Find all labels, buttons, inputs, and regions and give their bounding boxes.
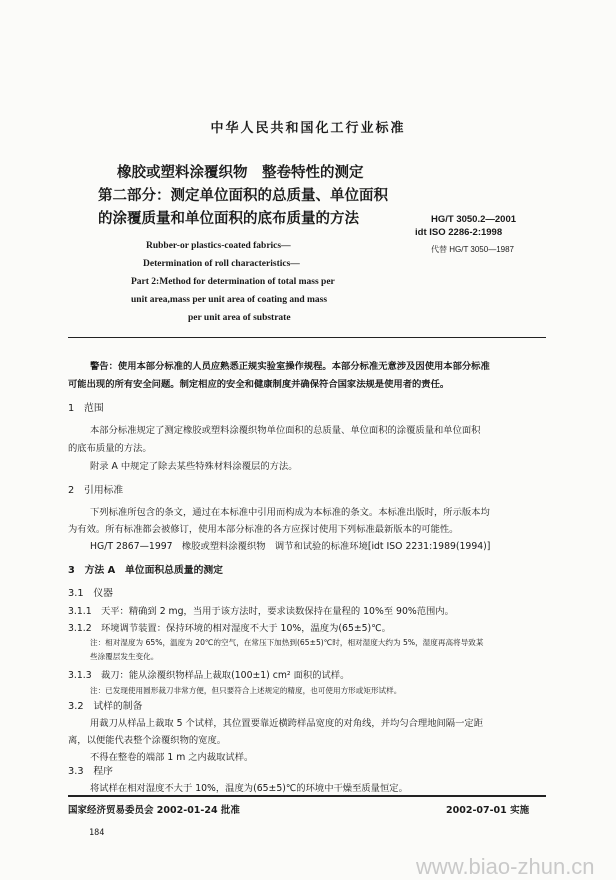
- standard-header: 中华人民共和国化工行业标准: [210, 121, 406, 136]
- section-3-1-2-note-line-2: 些涂覆层发生变化。: [90, 652, 159, 661]
- title-cn-line-1: 橡胶或塑料涂覆织物 整卷特性的测定: [117, 165, 364, 181]
- section-1-heading: 1 范围: [68, 403, 104, 414]
- title-en-line-5: per unit area of substrate: [188, 313, 291, 323]
- section-3-2-line-2: 离，以便能代表整个涂覆织物的宽度。: [68, 735, 227, 746]
- section-2-heading: 2 引用标准: [68, 485, 124, 496]
- standard-replaces: 代替 HG/T 3050—1987: [431, 245, 515, 254]
- section-3-1-heading: 3.1 仪器: [68, 588, 113, 599]
- warning-line-1: 警告：使用本部分标准的人员应熟悉正规实验室操作规程。本部分标准无意涉及因使用本部分标准: [90, 361, 490, 372]
- section-3-1-3-note: 注：已发现使用圆形裁刀非常方便，但只要符合上述规定的精度，也可使用方形或矩形试样。: [90, 686, 402, 695]
- watermark: www.biao-zhun.cn: [416, 854, 595, 879]
- standard-idt: idt ISO 2286-2:1998: [415, 227, 503, 238]
- section-3-2-line-3: 不得在整卷的端部 1 m 之内裁取试样。: [90, 752, 254, 763]
- section-3-3-line-1: 将试样在相对湿度不大于 10%，温度为(65±5)℃的环境中干燥至质量恒定。: [90, 783, 408, 794]
- section-3-2-line-1: 用裁刀从样品上裁取 5 个试样，其位置要靠近横跨样品宽度的对角线，并均匀合理地间隔一定距: [90, 718, 483, 729]
- title-cn-line-3: 的涂覆质量和单位面积的底布质量的方法: [98, 211, 359, 227]
- header-rule: [68, 337, 546, 338]
- section-3-1-2-note-line-1: 注：相对湿度为 65%，温度为 20℃的空气，在常压下加热到(65±5)℃时，相对湿度大约为 5%，湿度再高将导致某: [90, 638, 484, 647]
- implementation-date: 2002-07-01 实施: [446, 805, 530, 816]
- title-en-line-4: unit area,mass per unit area of coating and mass: [131, 295, 328, 305]
- warning-line-2: 可能出现的所有安全问题。制定相应的安全和健康制度并确保符合国家法规是使用者的责任。: [68, 379, 450, 390]
- section-3-1-3: 3.1.3 裁刀：能从涂覆织物样品上裁取(100±1) cm² 面积的试样。: [68, 670, 350, 681]
- title-cn-line-2: 第二部分：测定单位面积的总质量、单位面积: [98, 188, 388, 204]
- title-en-line-2: Determination of roll characteristics—: [143, 259, 300, 269]
- section-2-line-2: 为有效。所有标准都会被修订，使用本部分标准的各方应探讨使用下列标准最新版本的可能性。: [68, 524, 459, 535]
- section-2-line-1: 下列标准所包含的条文，通过在本标准中引用而构成为本标准的条文。本标准出版时，所示版本均: [90, 507, 490, 518]
- section-3-heading: 3 方法 A 单位面积总质量的测定: [68, 565, 223, 576]
- section-1-line-3: 附录 A 中规定了除去某些特殊材料涂覆层的方法。: [90, 461, 298, 472]
- section-1-line-2: 的底布质量的方法。: [68, 443, 152, 454]
- section-1-line-1: 本部分标准规定了测定橡胶或塑料涂覆织物单位面积的总质量、单位面积的涂覆质量和单位面积: [90, 425, 481, 436]
- title-en-line-3: Part 2:Method for determination of total mass per: [131, 277, 335, 287]
- title-en-line-1: Rubber-or plastics-coated fabrics—: [146, 241, 291, 251]
- section-3-1-1: 3.1.1 天平：精确到 2 mg，当用于该方法时，要求读数保持在量程的 10%至 90%范围内。: [68, 606, 454, 617]
- approval-date: 国家经济贸易委员会 2002-01-24 批准: [68, 805, 240, 816]
- section-3-2-heading: 3.2 试样的制备: [68, 701, 143, 712]
- section-3-1-2: 3.1.2 环境调节装置：保持环境的相对湿度不大于 10%，温度为(65±5)℃。: [68, 623, 391, 634]
- standard-number: HG/T 3050.2—2001: [431, 214, 517, 225]
- footer-rule: [68, 795, 546, 797]
- section-2-reference: HG/T 2867—1997 橡胶或塑料涂覆织物 调节和试验的标准环境[idt ISO 2231:1989(1994)]: [90, 541, 491, 552]
- section-3-3-heading: 3.3 程序: [68, 766, 113, 777]
- page-number: 184: [89, 828, 105, 838]
